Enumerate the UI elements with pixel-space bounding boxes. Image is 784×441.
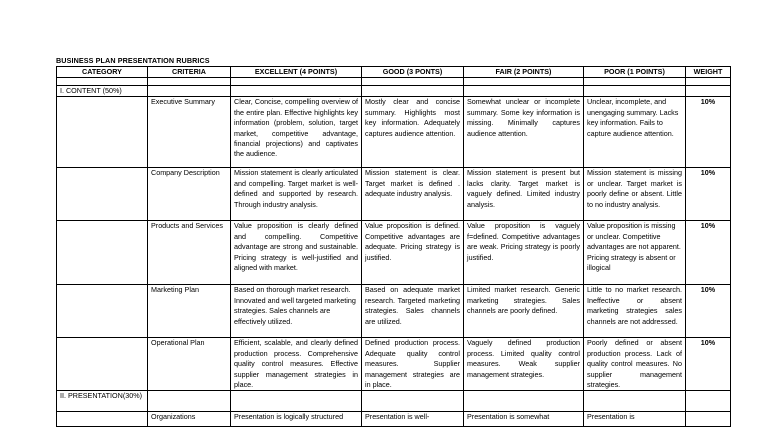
good-cell: Value proposition is defined. Competitive advantages are adequate. Pricing strategy is justified. (362, 221, 464, 285)
poor-cell: Mission statement is missing or unclear. Target market is poorly define or absent. Little to no industry analysis. (584, 168, 686, 221)
excellent-cell: Presentation is logically structured (231, 412, 362, 427)
table-row (57, 412, 731, 427)
good-cell: Defined production process. Adequate quality control measures. Supplier management strategies are in place. (362, 338, 464, 391)
weight-cell: 10% (686, 221, 731, 285)
criteria-cell: Operational Plan (148, 338, 231, 391)
fair-cell: Value proposition is vaguely f=defined. Competitive advantages are weak. Pricing strategy is poorly justified. (464, 221, 584, 285)
fair-cell: Presentation is somewhat (464, 412, 584, 427)
good-cell: Based on adequate market research. Targeted marketing strategies. Sales channels are utilized. (362, 285, 464, 338)
excellent-cell: Based on thorough market research. Innovated and well targeted marketing strategies. Sales channels are effectively utilized. (231, 285, 362, 338)
table-row (57, 168, 731, 221)
section-presentation-label: II. PRESENTATION(30%) (57, 391, 148, 412)
poor-cell: Unclear, incomplete, and unengaging summary. Lacks key information. Fails to capture audience attention. (584, 97, 686, 168)
table-row (57, 221, 731, 285)
section-row-presentation (57, 391, 731, 412)
section-row-content (57, 86, 731, 97)
header-poor: POOR (1 POINTS) (584, 67, 686, 78)
table-row (57, 285, 731, 338)
poor-cell: Poorly defined or absent production process. Lack of quality control measures. No supplier management strategies. (584, 338, 686, 391)
weight-cell: 10% (686, 338, 731, 391)
weight-cell: 10% (686, 97, 731, 168)
excellent-cell: Efficient, scalable, and clearly defined production process. Comprehensive quality control measures. Effective supplier management strategies in place. (231, 338, 362, 391)
excellent-cell: Clear, Concise, compelling overview of the entire plan. Effective highlights key information (problem, solution, target market, competitive advantage, financial projections) and captivates the audience. (231, 97, 362, 168)
excellent-cell: Value proposition is clearly defined and compelling. Competitive advantage are strong and sustainable. Pricing strategy is well-justified and aligned with market. (231, 221, 362, 285)
header-category: CATEGORY (57, 67, 148, 78)
poor-cell: Little to no market research. Ineffective or absent marketing strategies sales channels are not addressed. (584, 285, 686, 338)
excellent-cell: Mission statement is clearly articulated and compelling. Target market is well-defined and supported by research. Through industry analysis. (231, 168, 362, 221)
good-cell: Mission statement is clear. Target market is defined . adequate industry analysis. (362, 168, 464, 221)
fair-cell: Somewhat unclear or incomplete summary. Some key information is missing. Minimally captures audience attention. (464, 97, 584, 168)
good-cell: Mostly clear and concise summary. Highlights most key information. Adequately captures audience attention. (362, 97, 464, 168)
header-weight: WEIGHT (686, 67, 731, 78)
header-fair: FAIR (2 POINTS) (464, 67, 584, 78)
header-row (57, 67, 731, 78)
weight-cell: 10% (686, 285, 731, 338)
good-cell: Presentation is well- (362, 412, 464, 427)
table-row (57, 338, 731, 391)
fair-cell: Limited market research. Generic marketing strategies. Sales channels are poorly defined. (464, 285, 584, 338)
poor-cell: Value proposition is missing or unclear. Competitive advantages are not apparent. Pricing strategy is absent or illogical (584, 221, 686, 285)
fair-cell: Vaguely defined production process. Limited quality control measures. Weak supplier management strategies. (464, 338, 584, 391)
rubric-table (56, 66, 731, 427)
section-content-label: I. CONTENT (50%) (57, 86, 148, 97)
spacer-row (57, 78, 731, 86)
header-good: GOOD (3 PONTS) (362, 67, 464, 78)
header-criteria: CRITERIA (148, 67, 231, 78)
criteria-cell: Marketing Plan (148, 285, 231, 338)
header-excellent: EXCELLENT (4 POINTS) (231, 67, 362, 78)
criteria-cell: Executive Summary (148, 97, 231, 168)
poor-cell: Presentation is (584, 412, 686, 427)
document-title: BUSINESS PLAN PRESENTATION RUBRICS (56, 56, 210, 65)
criteria-cell: Organizations (148, 412, 231, 427)
criteria-cell: Products and Services (148, 221, 231, 285)
table-row (57, 97, 731, 168)
fair-cell: Mission statement is present but lacks clarity. Target market is vaguely defined. Limited industry analysis. (464, 168, 584, 221)
criteria-cell: Company Description (148, 168, 231, 221)
weight-cell: 10% (686, 168, 731, 221)
